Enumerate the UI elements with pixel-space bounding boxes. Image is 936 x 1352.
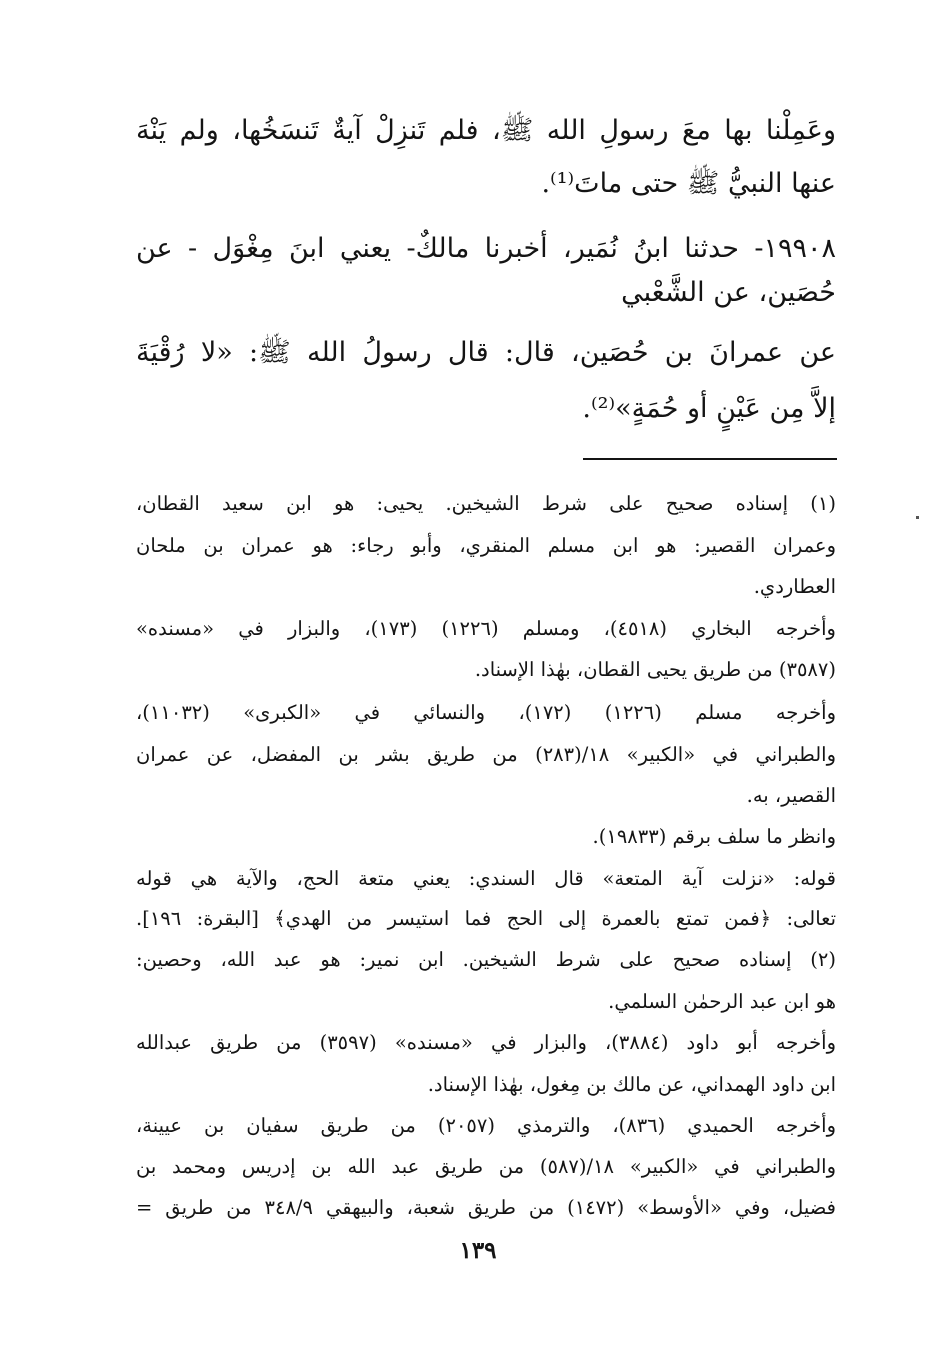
main-text-line: عن عمرانَ بن حُصَين، قال: قال رسولُ الله ﷺ: «لا رُقْيَةَ	[136, 337, 836, 368]
footnote-line: ابن داود الهمداني، عن مالك بن مِغول، بهٰذا الإسناد.	[427, 1073, 836, 1096]
footnote-line: وانظر ما سلف برقم (١٩٨٣٣).	[592, 825, 836, 848]
scan-speck	[916, 516, 919, 519]
footnote-line: (٣٥٨٧) من طريق يحيى القطان، بهٰذا الإسناد.	[474, 658, 836, 681]
footnote-line: وأخرجه البخاري (٤٥١٨)، ومسلم (١٢٢٦) (١٧٣)، والبزار في «مسنده»	[136, 617, 836, 640]
footnote-line: (٢) إسناده صحيح على شرط الشيخين. ابن نمير: هو عبد الله، وحصين:	[136, 948, 836, 971]
footnote-line: وعمران القصير: هو ابن مسلم المنقري، وأبو رجاء: هو عمران بن ملحان	[136, 534, 836, 557]
footnote-line: وأخرجه مسلم (١٢٢٦) (١٧٢)، والنسائي في «الكبرى» (١١٠٣٢)،	[136, 701, 837, 724]
footnote-line: العطاردي.	[753, 575, 836, 598]
hadith-number-line: ١٩٩٠٨- حدثنا ابنُ نُمَير، أخبرنا مالكٌ- يعني ابنَ مِغْوَل - عن	[136, 233, 836, 264]
footnote-line: والطبراني في «الكبير» ١٨/(٥٨٧) من طريق عبد الله بن إدريس ومحمد بن	[136, 1155, 836, 1178]
footnote-line: (١) إسناده صحيح على شرط الشيخين. يحيى: هو ابن سعيد القطان،	[136, 492, 836, 515]
footnote-line: قوله: «نزلت آية المتعة» قال السندي: يعني متعة الحج، والآية هي قوله	[136, 867, 836, 890]
footnote-line: فضيل، وفي «الأوسط» (١٤٧٢) من طريق شعبة، والبيهقي ٣٤٨/٩ من طريق =	[136, 1196, 836, 1219]
main-text-line: وعَمِلْنا بها معَ رسولِ الله ﷺ، فلم تَنزِلْ آيةٌ تَنسَخُها، ولم يَنْهَ	[136, 115, 836, 146]
main-text-line: حُصَين، عن الشَّعْبي	[621, 277, 836, 308]
footnote-line: وأخرجه أبو داود (٣٨٨٤)، والبزار في «مسنده» (٣٥٩٧) من طريق عبدالله	[136, 1031, 837, 1054]
footnote-line: والطبراني في «الكبير» ١٨/(٢٨٣) من طريق بشر بن المفضل، عن عمران	[136, 743, 836, 766]
footnote-line: تعالى: ﴿فمن تمتع بالعمرة إلى الحج فما استيسر من الهدي﴾ [البقرة: ١٩٦].	[136, 907, 836, 930]
footnote-line: القصير، به.	[746, 784, 836, 807]
footnote-divider	[583, 458, 837, 460]
page-number: ١٣٩	[459, 1237, 497, 1264]
main-text-line: إلاَّ مِن عَيْنٍ أو حُمَةٍ»⁽²⁾.	[582, 393, 836, 424]
footnote-line: هو ابن عبد الرحمٰن السلمي.	[608, 990, 836, 1013]
main-text-line: عنها النبيُّ ﷺ حتى ماتَ⁽¹⁾.	[541, 168, 836, 199]
footnote-line: وأخرجه الحميدي (٨٣٦)، والترمذي (٢٠٥٧) من طريق سفيان بن عيينة،	[136, 1114, 837, 1137]
